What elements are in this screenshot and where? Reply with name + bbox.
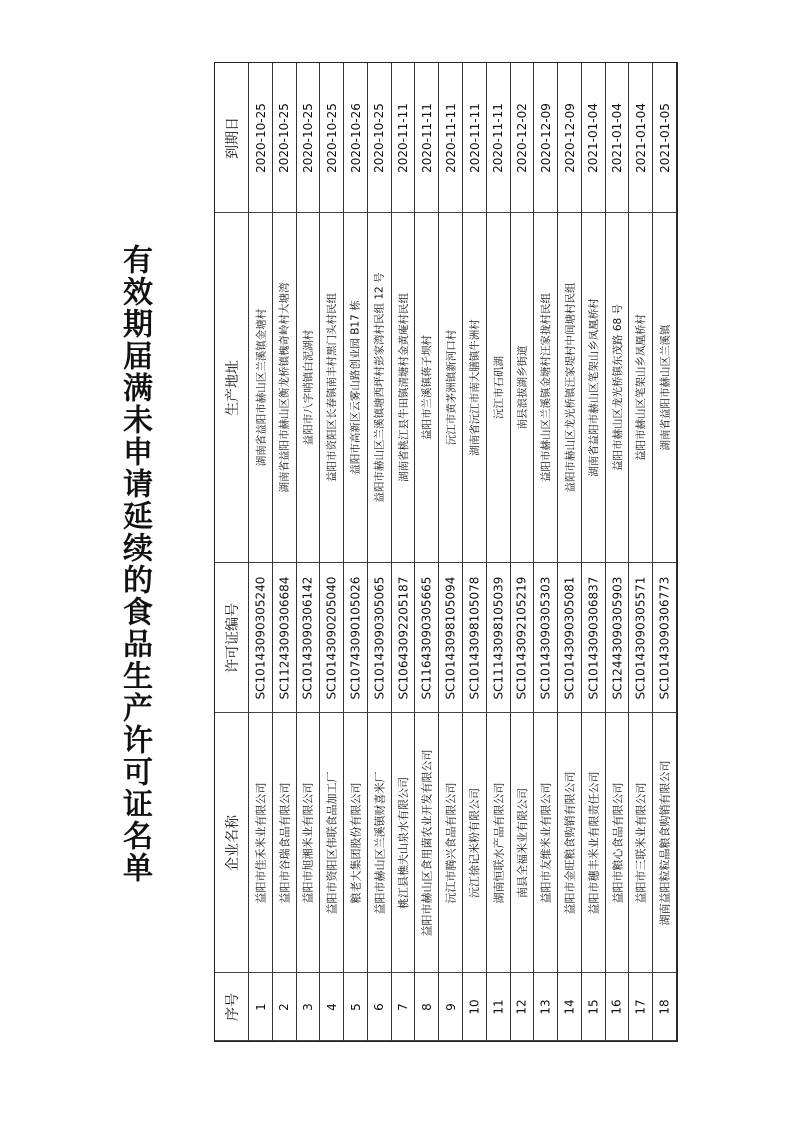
cell-expiry (511, 63, 534, 213)
cell-company (487, 713, 510, 973)
cell-company (392, 713, 415, 973)
cell-company-text: 益阳市金旺粮食购销有限公司 (563, 771, 577, 914)
header-company-text: 企业名称 (224, 814, 241, 871)
cell-seq (439, 973, 462, 1041)
cell-expiry (629, 63, 652, 213)
cell-address-text: 沅江市黄茅洲镇新河口村 (445, 329, 458, 446)
cell-license (582, 563, 605, 713)
header-license-text: 许可证编号 (224, 602, 241, 673)
cell-company-text: 桃江县樵夫山泉水有限公司 (397, 776, 411, 909)
cell-expiry-text: 2020-10-26 (348, 102, 363, 173)
header-address (215, 213, 248, 563)
cell-license-text: SC11643090305665 (419, 576, 434, 699)
cell-expiry (582, 63, 605, 213)
header-license (215, 563, 248, 713)
cell-seq-text: 14 (562, 998, 577, 1015)
cell-company-text: 益阳市穗丰米业有限责任公司 (587, 771, 601, 914)
cell-expiry-text: 2020-10-25 (324, 102, 339, 173)
cell-address-text: 南县浪拔湖乡街道 (516, 345, 529, 430)
table-row (558, 63, 582, 1041)
cell-address-text: 益阳市赫山区龙光桥镇东茂路 68 号 (611, 303, 624, 472)
cell-expiry-text: 2020-12-09 (538, 102, 553, 173)
cell-seq (582, 973, 605, 1041)
cell-company (606, 713, 629, 973)
cell-seq (606, 973, 629, 1041)
cell-company-text: 沅江市腾兴食品有限公司 (444, 782, 458, 903)
table-row (653, 63, 677, 1041)
cell-license-text: SC10143090305081 (562, 576, 577, 699)
cell-address (392, 213, 415, 563)
cell-seq-text: 17 (633, 998, 648, 1015)
cell-seq-text: 6 (372, 1002, 387, 1011)
cell-license-text: SC10143098105078 (467, 576, 482, 699)
cell-expiry (273, 63, 296, 213)
cell-address (487, 213, 510, 563)
cell-expiry-text: 2021-01-04 (633, 102, 648, 173)
cell-license (297, 563, 320, 713)
cell-company (273, 713, 296, 973)
cell-license-text: SC10143090305065 (372, 576, 387, 699)
cell-company-text: 益阳市友维米业有限公司 (539, 782, 553, 903)
cell-company-text: 益阳市赫山区兰溪镇财喜米厂 (373, 771, 387, 914)
cell-seq (558, 973, 581, 1041)
cell-expiry-text: 2020-11-11 (491, 102, 506, 173)
cell-address (415, 213, 438, 563)
cell-seq-text: 18 (657, 998, 672, 1015)
cell-address-text: 湖南省沅江市南大膳镇牛洲村 (468, 319, 481, 456)
cell-company-text: 湖南益阳粒粒晶粮食购销有限公司 (658, 760, 672, 925)
cell-expiry (463, 63, 486, 213)
cell-license (415, 563, 438, 713)
header-seq-text: 序号 (224, 992, 241, 1021)
cell-expiry-text: 2020-11-11 (467, 102, 482, 173)
cell-company (344, 713, 367, 973)
cell-license (320, 563, 343, 713)
cell-expiry-text: 2020-10-25 (253, 102, 268, 173)
table-header-row (215, 63, 249, 1041)
table-row (249, 63, 273, 1041)
cell-license (439, 563, 462, 713)
cell-expiry (368, 63, 391, 213)
cell-expiry (415, 63, 438, 213)
cell-license-text: SC10743090105026 (348, 576, 363, 699)
cell-address (297, 213, 320, 563)
cell-seq (392, 973, 415, 1041)
cell-company-text: 南县全福米业有限公司 (515, 787, 529, 898)
cell-seq-text: 2 (277, 1002, 292, 1011)
table-row (344, 63, 368, 1041)
cell-seq (511, 973, 534, 1041)
cell-seq (463, 973, 486, 1041)
cell-expiry-text: 2021-01-04 (610, 102, 625, 173)
cell-company-text: 益阳市粮心食品有限公司 (611, 782, 625, 903)
cell-seq-text: 7 (396, 1002, 411, 1011)
cell-seq-text: 11 (491, 998, 506, 1015)
table-row (368, 63, 392, 1041)
cell-license-text: SC10143090305240 (253, 576, 268, 699)
cell-company (629, 713, 652, 973)
cell-address (629, 213, 652, 563)
cell-seq (487, 973, 510, 1041)
cell-address-text: 益阳市赫山区龙光桥镇汪家堤村中间塘村民组 (564, 282, 576, 493)
cell-expiry (487, 63, 510, 213)
cell-seq-text: 4 (324, 1002, 339, 1011)
cell-address-text: 益阳市八字哨镇白泥湖村 (302, 329, 315, 446)
cell-expiry-text: 2020-11-11 (419, 102, 434, 173)
cell-seq-text: 1 (253, 1002, 268, 1011)
cell-seq-text: 10 (467, 998, 482, 1015)
page-title: 有效期届满未申请延续的食品生产许可证名单 (117, 244, 152, 884)
header-expiry (215, 63, 248, 213)
cell-company (534, 713, 557, 973)
cell-expiry (534, 63, 557, 213)
cell-license-text: SC10143090306773 (657, 576, 672, 699)
cell-company-text: 粮老大集团股份有限公司 (349, 782, 363, 903)
cell-seq (344, 973, 367, 1041)
cell-company (511, 713, 534, 973)
cell-expiry (344, 63, 367, 213)
cell-expiry-text: 2020-12-09 (562, 102, 577, 173)
cell-company (463, 713, 486, 973)
cell-seq (415, 973, 438, 1041)
cell-license-text: SC10143090306142 (300, 576, 315, 699)
cell-license (392, 563, 415, 713)
cell-address-text: 益阳市高新区云雾山路创业园 B17 栋 (350, 300, 362, 475)
cell-license-text: SC10143090305303 (538, 576, 553, 699)
cell-license-text: SC12443090305903 (610, 576, 625, 699)
license-table (214, 62, 678, 1042)
cell-seq-text: 16 (610, 998, 625, 1015)
cell-expiry (297, 63, 320, 213)
cell-address-text: 益阳市赫山区笔架山乡凤凰桥村 (635, 314, 648, 461)
cell-seq (653, 973, 676, 1041)
cell-expiry (653, 63, 676, 213)
cell-license (653, 563, 676, 713)
cell-expiry-text: 2020-10-25 (372, 102, 387, 173)
cell-address (534, 213, 557, 563)
cell-license-text: SC10143090306837 (586, 576, 601, 699)
cell-company (297, 713, 320, 973)
cell-address-text: 沅江市石矶湖 (492, 356, 505, 419)
cell-license-text: SC10143090305571 (633, 576, 648, 699)
cell-seq (320, 973, 343, 1041)
cell-company-text: 益阳市旭湘米业有限公司 (301, 782, 315, 903)
cell-address (463, 213, 486, 563)
cell-address (582, 213, 605, 563)
cell-address (368, 213, 391, 563)
cell-address (653, 213, 676, 563)
cell-license (368, 563, 391, 713)
cell-seq-text: 13 (538, 998, 553, 1015)
table-row (297, 63, 321, 1041)
cell-company (320, 713, 343, 973)
cell-company-text: 沅江徐记米粉有限公司 (468, 787, 482, 898)
table-row (273, 63, 297, 1041)
cell-license-text: SC10143098105094 (443, 576, 458, 699)
cell-license-text: SC11143098105039 (491, 576, 506, 699)
cell-expiry-text: 2020-11-11 (443, 102, 458, 173)
table-row (439, 63, 463, 1041)
cell-license (487, 563, 510, 713)
cell-company-text: 益阳市三联米业有限公司 (634, 782, 648, 903)
cell-address (249, 213, 272, 563)
header-seq (215, 973, 248, 1041)
cell-company-text: 益阳市资阳区伟联食品加工厂 (325, 771, 339, 914)
cell-company (249, 713, 272, 973)
cell-seq (249, 973, 272, 1041)
cell-expiry-text: 2020-10-25 (277, 102, 292, 173)
cell-seq (534, 973, 557, 1041)
cell-license (249, 563, 272, 713)
header-company (215, 713, 248, 973)
cell-license-text: SC10643092205187 (396, 576, 411, 699)
cell-company-text: 湖南恒联水产品有限公司 (492, 782, 506, 903)
cell-license (606, 563, 629, 713)
cell-address-text: 湖南省桃江县牛田镇清塘村金黄庵村民组 (397, 293, 410, 482)
cell-seq-text: 9 (443, 1002, 458, 1011)
header-expiry-text: 到期日 (224, 116, 241, 159)
cell-expiry-text: 2020-10-25 (300, 102, 315, 173)
header-address-text: 生产地址 (224, 359, 241, 416)
cell-address (558, 213, 581, 563)
cell-seq (297, 973, 320, 1041)
table-row (534, 63, 558, 1041)
table-row (463, 63, 487, 1041)
table-row (392, 63, 416, 1041)
cell-address-text: 湖南省益阳市赫山区兰溪镇金塘村 (254, 308, 267, 467)
cell-license (344, 563, 367, 713)
cell-license (463, 563, 486, 713)
cell-license (629, 563, 652, 713)
cell-license-text: SC10143090205040 (324, 576, 339, 699)
cell-address (273, 213, 296, 563)
table-row (511, 63, 535, 1041)
table-row (487, 63, 511, 1041)
cell-expiry-text: 2020-12-02 (514, 102, 529, 173)
cell-address-text: 益阳市兰溪镇蒋子坝村 (421, 335, 434, 440)
cell-seq-text: 3 (300, 1002, 315, 1011)
cell-company-text: 益阳市谷瑞食品有限公司 (278, 782, 292, 903)
cell-expiry-text: 2021-01-04 (586, 102, 601, 173)
cell-license (511, 563, 534, 713)
cell-address-text: 湖南省益阳市赫山区衡龙桥镇槐奇岭村大塘湾 (278, 282, 291, 493)
cell-company (653, 713, 676, 973)
cell-address-text: 湖南省益阳市赫山区笔架山乡凤凰桥村 (587, 298, 600, 477)
table-row (320, 63, 344, 1041)
cell-address (511, 213, 534, 563)
table-row (582, 63, 606, 1041)
cell-license-text: SC11243090306684 (277, 576, 292, 699)
cell-address-text: 湖南省益阳市赫山区兰溪镇 (659, 324, 672, 451)
cell-seq-text: 5 (348, 1002, 363, 1011)
cell-company (368, 713, 391, 973)
cell-address-text: 益阳市赫山区兰溪镇金塘村汪家拢村民组 (540, 293, 553, 482)
cell-seq-text: 15 (586, 998, 601, 1015)
cell-address-text: 益阳市资阳区长春镇南丰村黑门头村民组 (326, 293, 339, 482)
cell-expiry-text: 2020-11-11 (396, 102, 411, 173)
cell-license (558, 563, 581, 713)
cell-expiry (320, 63, 343, 213)
cell-expiry (606, 63, 629, 213)
table-row (415, 63, 439, 1041)
cell-expiry (439, 63, 462, 213)
cell-company (558, 713, 581, 973)
cell-expiry-text: 2021-01-05 (657, 102, 672, 173)
cell-address (606, 213, 629, 563)
cell-company (582, 713, 605, 973)
cell-address (320, 213, 343, 563)
cell-expiry (392, 63, 415, 213)
cell-company (439, 713, 462, 973)
cell-seq (368, 973, 391, 1041)
cell-address (344, 213, 367, 563)
cell-seq-text: 8 (419, 1002, 434, 1011)
cell-address-text: 益阳市赫山区兰溪镇塘西坪村彭家湾村民组 12 号 (373, 272, 386, 503)
cell-expiry (249, 63, 272, 213)
cell-license (534, 563, 557, 713)
table-row (606, 63, 630, 1041)
cell-license (273, 563, 296, 713)
table-row (629, 63, 653, 1041)
cell-expiry (558, 63, 581, 213)
cell-seq (273, 973, 296, 1041)
cell-address (439, 213, 462, 563)
cell-seq (629, 973, 652, 1041)
cell-company-text: 益阳市佳禾米业有限公司 (254, 782, 268, 903)
cell-company-text: 益阳市赫山区食用菌农业开发有限公司 (420, 749, 434, 936)
cell-company (415, 713, 438, 973)
cell-license-text: SC10143092105219 (514, 576, 529, 699)
cell-seq-text: 12 (514, 998, 529, 1015)
